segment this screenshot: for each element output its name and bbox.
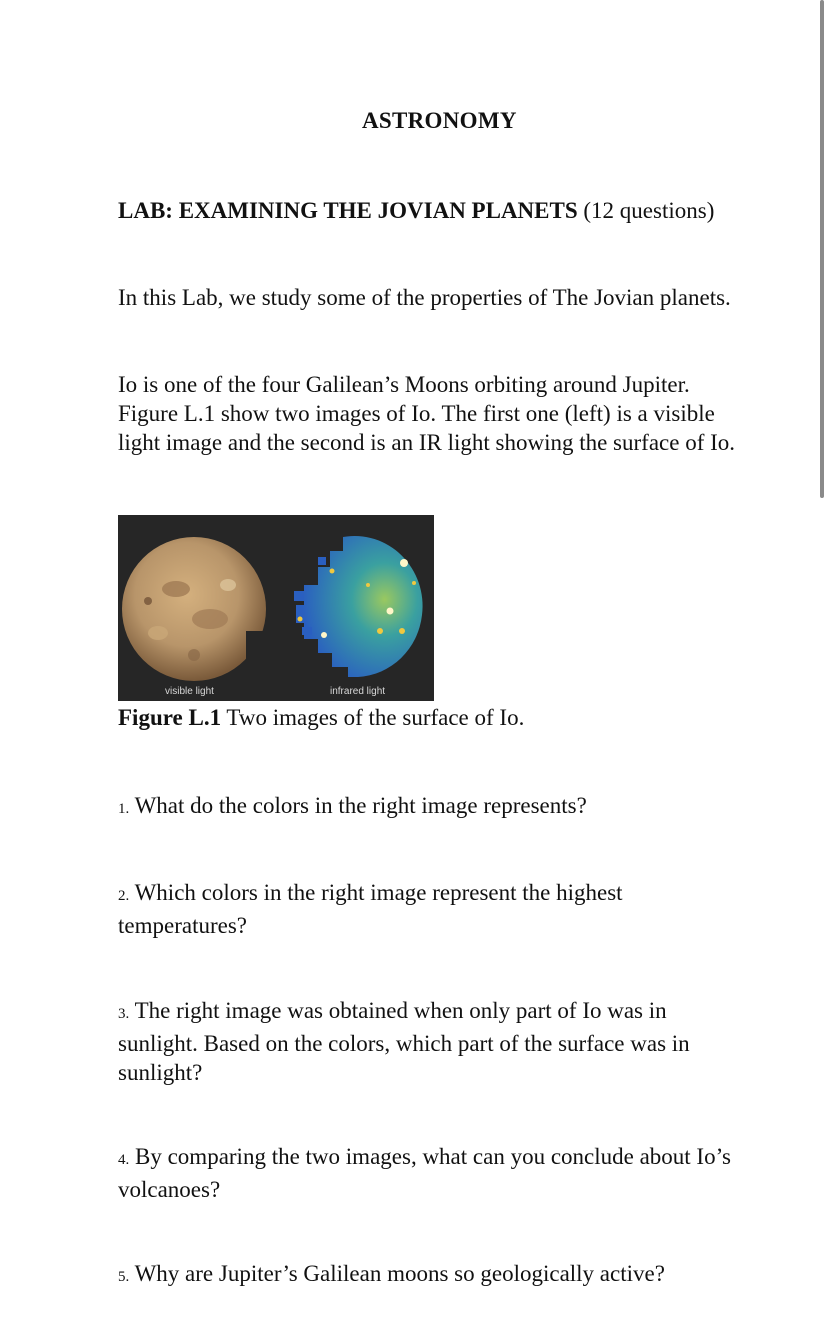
question-number: 3. <box>118 1006 130 1022</box>
question-4 <box>118 1142 746 1204</box>
question-text: Why are Jupiter’s Galilean moons so geologically active? <box>134 1261 665 1286</box>
question-text: What do the colors in the right image represents? <box>134 793 587 818</box>
intro-paragraph: In this Lab, we study some of the properties of The Jovian planets. <box>118 285 731 310</box>
question-number: 4. <box>118 1152 130 1168</box>
question-text: The right image was obtained when only part of Io was in sunlight. Based on the colors, which part of the surface was in sunlight? <box>118 998 690 1085</box>
question-5 <box>118 1259 746 1292</box>
question-2 <box>118 878 746 940</box>
infrared-light-label: infrared light <box>330 686 386 697</box>
lab-title <box>118 196 746 225</box>
visible-light-label: visible light <box>165 686 214 697</box>
figure-caption-label: Figure L.1 <box>118 705 222 730</box>
scrollbar[interactable] <box>820 0 824 498</box>
question-3 <box>118 996 746 1087</box>
question-number: 1. <box>118 801 130 817</box>
io-figure-image <box>118 515 434 701</box>
io-figure-graphic <box>118 515 434 701</box>
figure-caption <box>118 703 524 732</box>
lab-title-bold: LAB: EXAMINING THE JOVIAN PLANETS <box>118 198 578 223</box>
question-text: Which colors in the right image represent the highest temperatures? <box>118 880 623 938</box>
lab-title-rest: (12 questions) <box>577 198 715 223</box>
figure-caption-text: Two images of the surface of Io. <box>221 705 525 730</box>
page-title: ASTRONOMY <box>362 108 517 133</box>
question-number: 5. <box>118 1269 130 1285</box>
question-1 <box>118 791 746 824</box>
description-paragraph: Io is one of the four Galilean’s Moons orbiting around Jupiter. Figure L.1 show two images of Io. The first one (left) is a visible light image and the second is an IR light showing the surface of Io. <box>118 372 736 455</box>
question-text: By comparing the two images, what can you conclude about Io’s volcanoes? <box>118 1144 731 1202</box>
question-number: 2. <box>118 888 130 904</box>
io-infrared-disk <box>296 536 423 677</box>
